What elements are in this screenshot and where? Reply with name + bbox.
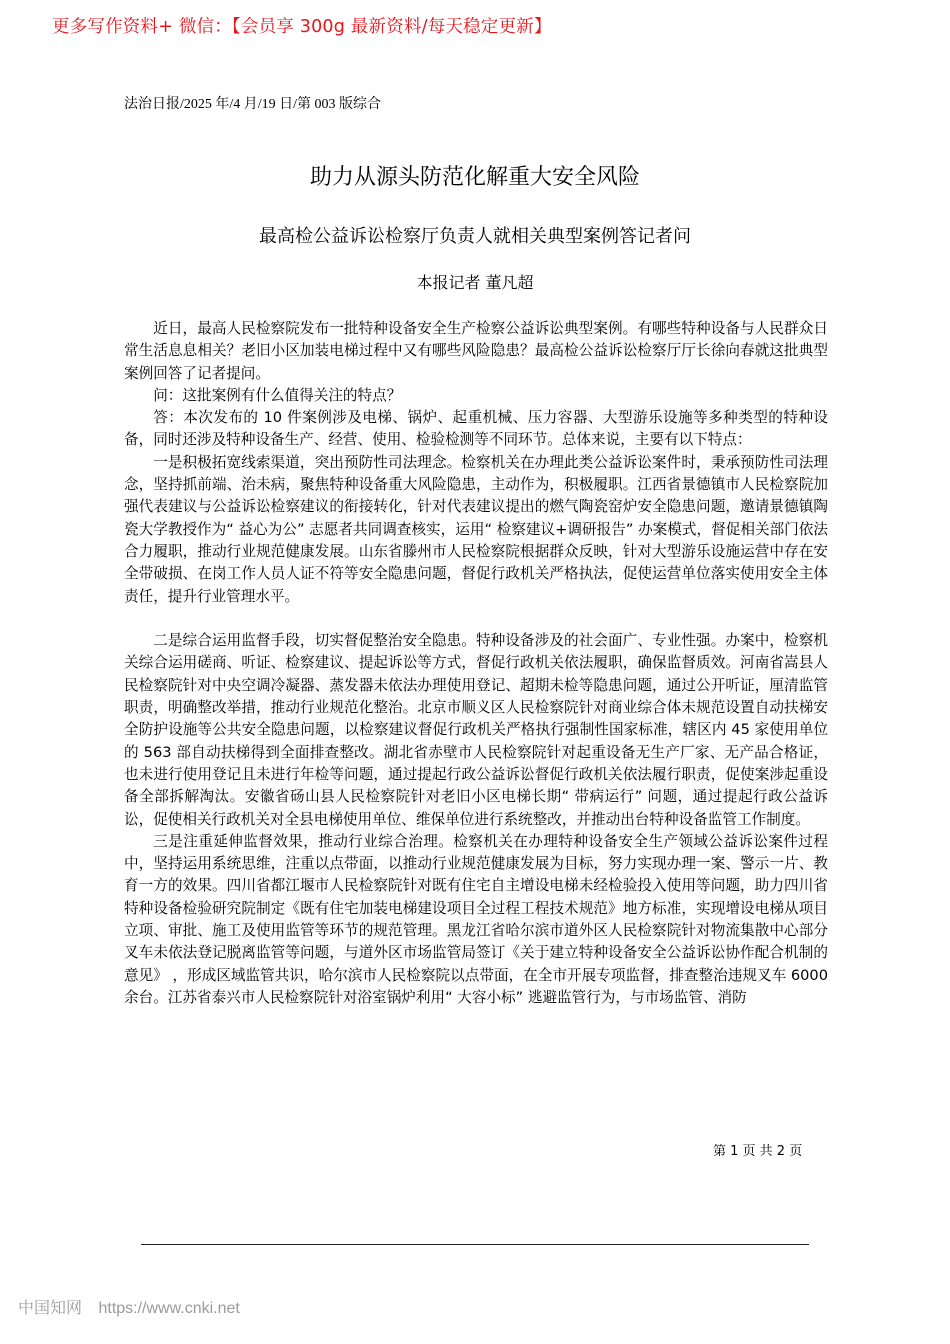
promo-banner: 更多写作资料+ 微信：【会员享 300g 最新资料/每天稳定更新】 xyxy=(52,17,552,37)
paragraph-answer: 答：本次发布的 10 件案例涉及电梯、锅炉、起重机械、压力容器、大型游乐设施等多种类型的特种设备，同时还涉及特种设备生产、经营、使用、检验检测等不同环节。总体来说，主要有以下特点： xyxy=(124,409,828,449)
paragraph-point-1: 一是积极拓宽线索渠道，突出预防性司法理念。检察机关在办理此类公益诉讼案件时，秉承预防性司法理念，坚持抓前端、治未病，聚焦特种设备重大风险隐患，主动作为，积极履职。江西省景德镇市人民检察院加强代表建议与公益诉讼检察建议的衔接转化，针对代表建议提出的燃气陶瓷窑炉安全隐患问题，邀请景德镇陶瓷大学教授作为“ 益心为公” 志愿者共同调查核实，运用“ 检察建议+调研报告” 办案模式，督促相关部门依法合力履职，推动行业规范健康发展。山东省滕州市人民检察院根据群众反映，针对大型游乐设施运营中存在安全带破损、在岗工作人员人证不符等安全隐患问题，督促行政机关严格执法，促使运营单位落实使用安全主体责任，提升行业管理水平。 xyxy=(124,453,828,605)
site-name: 中国知网 xyxy=(18,1300,83,1317)
page-indicator: 第 1 页 共 2 页 xyxy=(713,1144,803,1159)
article-body xyxy=(124,318,828,1009)
article-byline: 本报记者 董凡超 xyxy=(416,273,534,292)
site-url[interactable]: https://www.cnki.net xyxy=(98,1300,240,1317)
paragraph-point-2: 二是综合运用监督手段，切实督促整治安全隐患。特种设备涉及的社会面广、专业性强。办案中，检察机关综合运用磋商、听证、检察建议、提起诉讼等方式，督促行政机关依法履职，确保监督质效。河南省嵩县人民检察院针对中央空调冷凝器、蒸发器未依法办理使用登记、超期未检等隐患问题，通过公开听证，厘清监管职责，明确整改举措，推动行业规范化整治。北京市顺义区人民检察院针对商业综合体未规范设置自动扶梯安全防护设施等公共安全隐患问题，以检察建议督促行政机关严格执行强制性国家标准，辖区内 45 家使用单位的 563 部自动扶梯得到全面排查整改。湖北省赤壁市人民检察院针对起重设备无生产厂家、无产品合格证，也未进行使用登记且未进行年检等问题，通过提起行政公益诉讼督促行政机关依法履行职责，促使案涉起重设备全部拆解淘汰。安徽省砀山县人民检察院针对老旧小区电梯长期“ 带病运行” 问题，通过提起行政公益诉讼，促使相关行政机关对全县电梯使用单位、维保单位进行系统整改，并推动出台特种设备监管工作制度。 xyxy=(124,632,828,828)
paragraph-intro: 近日，最高人民检察院发布一批特种设备安全生产检察公益诉讼典型案例。有哪些特种设备与人民群众日常生活息息相关？老旧小区加装电梯过程中又有哪些风险隐患？最高检公益诉讼检察厅厅长徐向春就这批典型案例回答了记者提问。 xyxy=(124,320,828,382)
paragraph-point-3: 三是注重延伸监督效果，推动行业综合治理。检察机关在办理特种设备安全生产领域公益诉讼案件过程中，坚持运用系统思维，注重以点带面，以推动行业规范健康发展为目标，努力实现办理一案、警示一片、教育一方的效果。四川省都江堰市人民检察院针对既有住宅自主增设电梯未经检验投入使用等问题，助力四川省特种设备检验研究院制定《既有住宅加装电梯建设项目全过程工程技术规范》地方标准，实现增设电梯从项目立项、审批、施工及使用监管等环节的规范管理。黑龙江省哈尔滨市道外区人民检察院针对物流集散中心部分叉车未依法登记脱离监管等问题，与道外区市场监管局签订《关于建立特种设备安全公益诉讼协作配合机制的意见》 ，形成区域监管共识，哈尔滨市人民检察院以点带面，在全市开展专项监督，排查整治违规叉车 6000 余台。江苏省泰兴市人民检察院针对浴室锅炉利用“ 大容小标” 逃避监管行为，与市场监管、消防 xyxy=(124,832,828,1006)
article-subtitle: 最高检公益诉讼检察厅负责人就相关典型案例答记者问 xyxy=(259,226,691,247)
footer-divider xyxy=(141,1244,809,1245)
footer-watermark xyxy=(18,1295,252,1318)
article-title: 助力从源头防范化解重大安全风险 xyxy=(309,165,640,190)
paragraph-question: 问：这批案例有什么值得关注的特点？ xyxy=(153,386,402,404)
source-line: 法治日报/2025 年/4 月/19 日/第 003 版综合 xyxy=(124,97,382,112)
